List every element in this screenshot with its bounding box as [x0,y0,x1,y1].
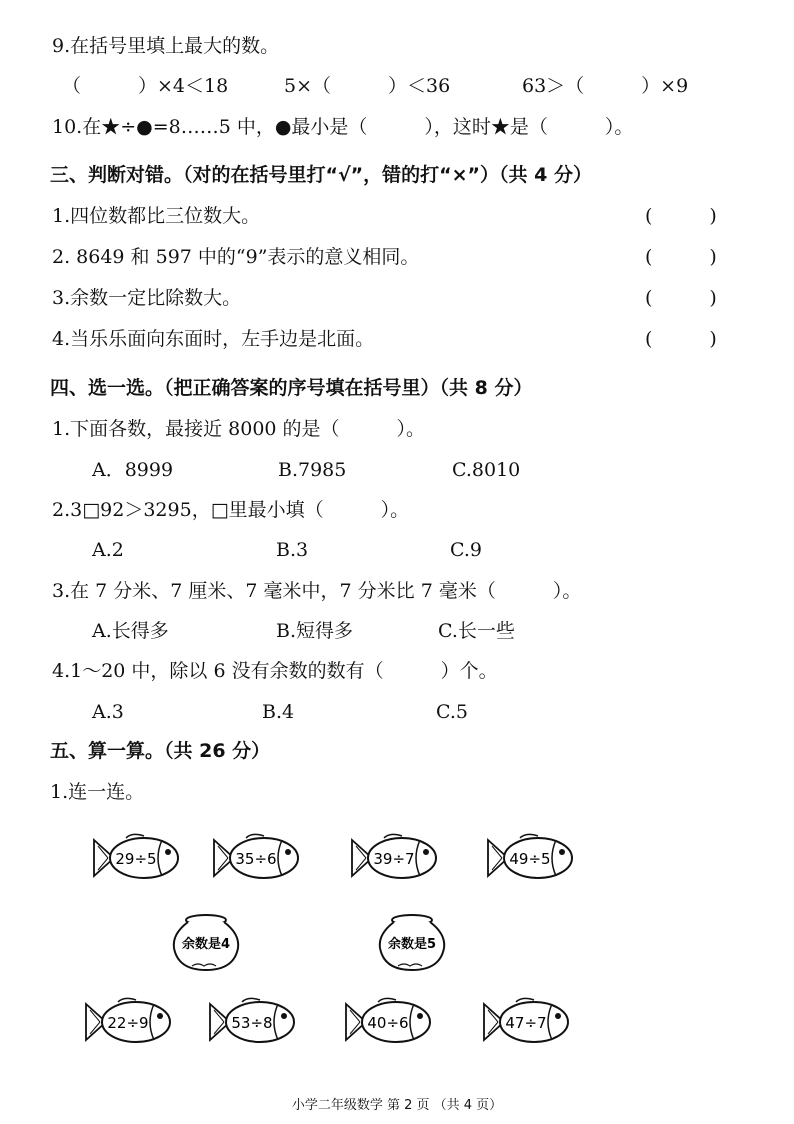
fishbowl-2[interactable] [376,912,448,974]
q9-item-1: （ ）×4＜18 [62,75,229,97]
fish-top-2-label: 35÷6 [235,850,277,868]
choice-q4: 4.1～20 中，除以 6 没有余数的数有（ ）个。 [52,660,498,682]
choice-q3-opt-a[interactable]: A.长得多 [92,620,169,642]
fish-top-2[interactable] [212,832,302,884]
choice-q2-opt-b[interactable]: B.3 [276,539,309,561]
judge-paren-1[interactable]: ( ) [645,205,717,227]
choice-q2-opt-c[interactable]: C.9 [450,539,482,561]
fish-top-1-label: 29÷5 [115,850,157,868]
fishbowl-1-label: 余数是4 [181,937,231,952]
judge-paren-4[interactable]: ( ) [645,328,717,350]
choice-q1-opt-a[interactable]: A．8999 [92,459,174,481]
choice-q2: 2.3□92＞3295，□里最小填（ ）。 [52,499,410,521]
fish-bottom-4[interactable] [482,996,572,1048]
choice-q3-opt-c[interactable]: C.长一些 [438,620,515,642]
choice-q3-opt-b[interactable]: B.短得多 [276,620,354,642]
fish-bottom-2[interactable] [208,996,298,1048]
choice-q3: 3.在 7 分米、7 厘米、7 毫米中，7 分米比 7 毫米（ ）。 [52,580,582,602]
section3-title: 三、判断对错。（对的在括号里打“√”，错的打“×”）（共 4 分） [50,164,592,186]
choice-q4-opt-b[interactable]: B.4 [262,701,295,723]
fish-top-1[interactable] [92,832,182,884]
choice-q1-opt-b[interactable]: B.7985 [278,459,347,481]
judge-paren-2[interactable]: ( ) [645,246,717,268]
page-footer: 小学二年级数学 第 2 页 （共 4 页） [291,1098,503,1113]
fish-top-4-label: 49÷5 [509,850,551,868]
q9-item-3: 63＞（ ）×9 [522,75,689,97]
fish-top-4[interactable] [486,832,576,884]
judge-item-4: 4.当乐乐面向东面时，左手边是北面。 [52,328,375,350]
fish-bottom-1-label: 22÷9 [107,1014,149,1032]
choice-q2-opt-a[interactable]: A.2 [92,539,124,561]
choice-q1: 1.下面各数，最接近 8000 的是（ ）。 [52,418,426,440]
choice-q4-opt-a[interactable]: A.3 [92,701,124,723]
section5-sub1: 1.连一连。 [50,781,145,803]
fish-top-3-label: 39÷7 [373,850,415,868]
fishbowl-2-label: 余数是5 [387,937,437,952]
choice-q1-opt-c[interactable]: C.8010 [452,459,521,481]
judge-item-1: 1.四位数都比三位数大。 [52,205,261,227]
fish-bottom-3-label: 40÷6 [367,1014,409,1032]
judge-paren-3[interactable]: ( ) [645,287,717,309]
q9-title: 9.在括号里填上最大的数。 [52,35,280,57]
fish-bottom-1[interactable] [84,996,174,1048]
q9-item-2: 5×（ ）＜36 [284,75,451,97]
judge-item-2: 2. 8649 和 597 中的“9”表示的意义相同。 [52,246,420,268]
section4-title: 四、选一选。（把正确答案的序号填在括号里）（共 8 分） [50,377,533,399]
judge-item-3: 3.余数一定比除数大。 [52,287,242,309]
section5-title: 五、算一算。（共 26 分） [50,740,271,762]
fish-bottom-4-label: 47÷7 [505,1014,547,1032]
fish-top-3[interactable] [350,832,440,884]
choice-q4-opt-c[interactable]: C.5 [436,701,468,723]
q10-text: 10.在★÷●=8……5 中，●最小是（ ），这时★是（ ）。 [52,116,634,138]
fishbowl-1[interactable] [170,912,242,974]
fish-bottom-2-label: 53÷8 [231,1014,273,1032]
fish-bottom-3[interactable] [344,996,434,1048]
